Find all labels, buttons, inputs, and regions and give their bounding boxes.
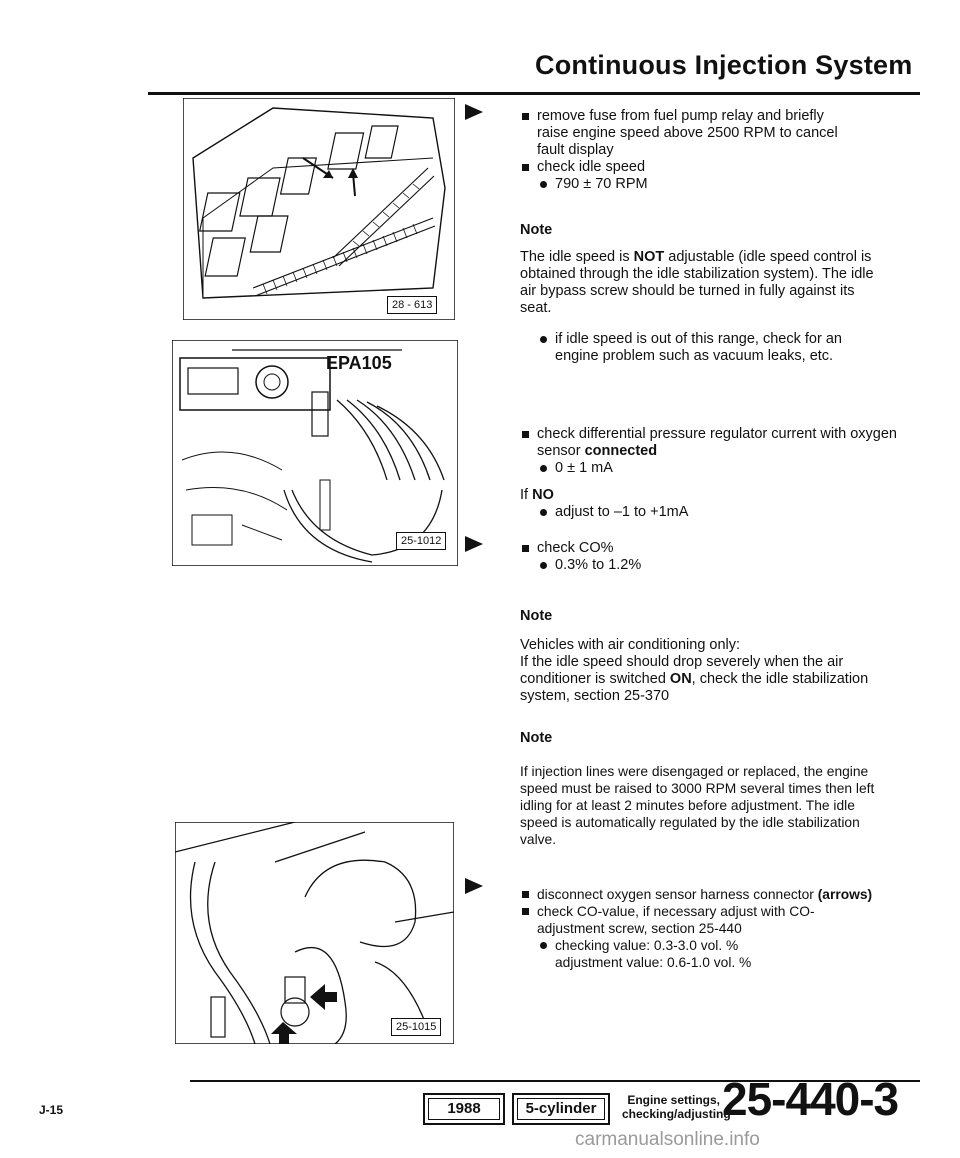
step-pointer-arrow [465,104,483,120]
step-block-co-check [520,540,910,574]
header-divider [148,92,920,95]
value-line: adjustment value: 0.6-1.0 vol. % [555,955,752,970]
note-heading: Note [520,222,553,238]
note-heading: Note [520,730,553,746]
note-text: adjustable (idle speed control is obtained through the idle stabilization system). The idle air bypass screw should be turned in fully against its seat. [520,249,874,316]
note-emphasis: ON [669,671,692,687]
step-block-co-adjust [520,886,910,971]
note-emphasis: NOT [633,249,665,265]
dot-item: 0 ± 1 mA [520,460,910,477]
page-code: J-15 [39,1103,64,1117]
condition-text: If [520,487,533,503]
page-number: 25-440-3 [722,1073,899,1125]
bullet-item: check CO-value, if necessary adjust with CO-adjustment screw, section 25-440 [520,903,867,937]
step-pointer-arrow [465,536,483,552]
step-block-pressure-regulator [520,426,910,521]
bullet-emphasis: (arrows) [817,887,873,902]
dot-item: 790 ± 70 RPM [520,176,910,193]
model-year-box: 1988 [423,1093,505,1125]
figure-o2-connector [175,822,454,1044]
note-text: , check the idle stabilization system, section 25-370 [520,671,869,704]
note-heading: Note [520,608,553,624]
step-pointer-arrow [465,878,483,894]
figure-label: 28 - 613 [387,296,437,314]
dot-item: 0.3% to 1.2% [520,557,910,574]
note-text: If the idle speed should drop severely when the air conditioner is switched [520,654,844,687]
bullet-item: check CO% [520,540,910,557]
figure-relay-panel [183,98,455,320]
dot-item: if idle speed is out of this range, check for an engine problem such as vacuum leaks, etc. [520,331,875,365]
bullet-item [520,426,907,460]
note-block [520,222,910,365]
figure-callout: EPA105 [326,353,392,373]
note-block-ac [520,608,910,705]
bullet-item: remove fuse from fuel pump relay and briefly raise engine speed above 2500 RPM to cancel fault display [520,108,842,159]
bullet-emphasis: connected [584,443,658,459]
dot-item: adjust to –1 to +1mA [520,504,910,521]
section-title [622,1093,731,1121]
relay-panel-illustration [183,98,455,320]
note-paragraph [520,654,880,705]
figure-epa105-tester [172,340,458,566]
bullet-item [520,886,892,903]
engine-type-box: 5-cylinder [512,1093,610,1125]
step-block-idle-check [520,108,910,193]
figure-label: 25-1015 [391,1018,441,1036]
condition-emphasis: NO [532,487,554,503]
dot-item: checking value: 0.3-3.0 vol. % [520,937,910,954]
section-title-line: Engine settings, [627,1093,720,1107]
bullet-text: check differential pressure regulator current with oxygen sensor [537,426,898,459]
note-paragraph: If injection lines were disengaged or replaced, the engine speed must be raised to 3000 RPM several times then left idling for at least 2 minutes before adjustment. The idle speed is automatically regulated by the idle stabilization valve. [520,764,875,847]
note-block-injection-lines [520,730,910,848]
bullet-text: disconnect oxygen sensor harness connector [537,887,818,902]
page-title: Continuous Injection System [535,50,913,80]
note-text: The idle speed is [520,249,634,265]
watermark: carmanualsonline.info [575,1129,760,1150]
note-paragraph [520,249,880,317]
note-line: Vehicles with air conditioning only: [520,637,741,653]
connector-illustration [175,822,454,1044]
condition-line [520,487,910,504]
section-title-line: checking/adjusting [622,1107,731,1121]
figure-label: 25-1012 [396,532,446,550]
bullet-item: check idle speed [520,159,910,176]
